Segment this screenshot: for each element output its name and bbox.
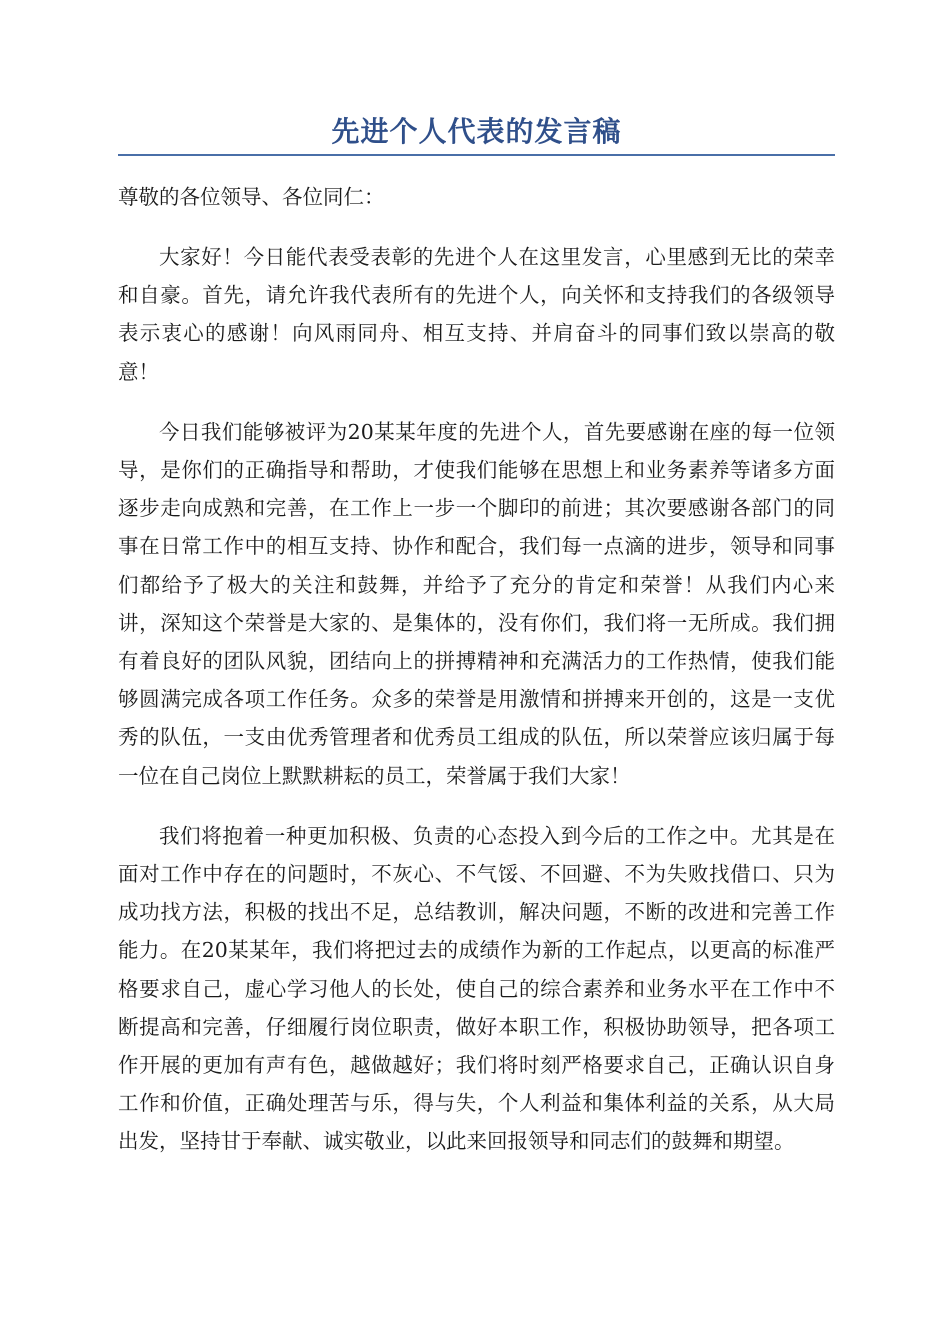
salutation: 尊敬的各位领导、各位同仁： bbox=[118, 185, 385, 209]
paragraph-2: 今日我们能够被评为20某某年度的先进个人，首先要感谢在座的每一位领导，是你们的正确指导和帮助，才使我们能够在思想上和业务素养等诸多方面逐步走向成熟和完善，在工作上一步一个脚印的前进；其次要感谢各部门的同事在日常工作中的相互支持、协作和配合，我们每一点滴的进步，领导和同事们都给予了极大的关注和鼓舞，并给予了充分的肯定和荣誉！从我们内心来讲，深知这个荣誉是大家的、是集体的，没有你们，我们将一无所成。我们拥有着良好的团队风貌，团结向上的拼搏精神和充满活力的工作热情，使我们能够圆满完成各项工作任务。众多的荣誉是用激情和拼搏来开创的，这是一支优秀的队伍，一支由优秀管理者和优秀员工组成的队伍，所以荣誉应该归属于每一位在自己岗位上默默耕耘的员工，荣誉属于我们大家！ bbox=[118, 419, 835, 788]
document-title: 先进个人代表的发言稿 bbox=[331, 115, 622, 148]
document-page bbox=[118, 110, 835, 1183]
title-underline bbox=[118, 154, 835, 156]
paragraph-1: 大家好！今日能代表受表彰的先进个人在这里发言，心里感到无比的荣幸和自豪。首先，请允许我代表所有的先进个人，向关怀和支持我们的各级领导表示衷心的感谢！向风雨同舟、相互支持、并肩奋斗的同事们致以崇高的敬意！ bbox=[118, 245, 835, 384]
paragraph-3: 我们将抱着一种更加积极、负责的心态投入到今后的工作之中。尤其是在面对工作中存在的问题时，不灰心、不气馁、不回避、不为失败找借口、只为成功找方法，积极的找出不足，总结教训，解决问题，不断的改进和完善工作能力。在20某某年，我们将把过去的成绩作为新的工作起点，以更高的标准严格要求自己，虚心学习他人的长处，使自己的综合素养和业务水平在工作中不断提高和完善，仔细履行岗位职责，做好本职工作，积极协助领导，把各项工作开展的更加有声有色，越做越好；我们将时刻严格要求自己，正确认识自身工作和价值，正确处理苦与乐，得与失，个人利益和集体利益的关系，从大局出发，坚持甘于奉献、诚实敬业，以此来回报领导和同志们的鼓舞和期望。 bbox=[118, 823, 835, 1154]
